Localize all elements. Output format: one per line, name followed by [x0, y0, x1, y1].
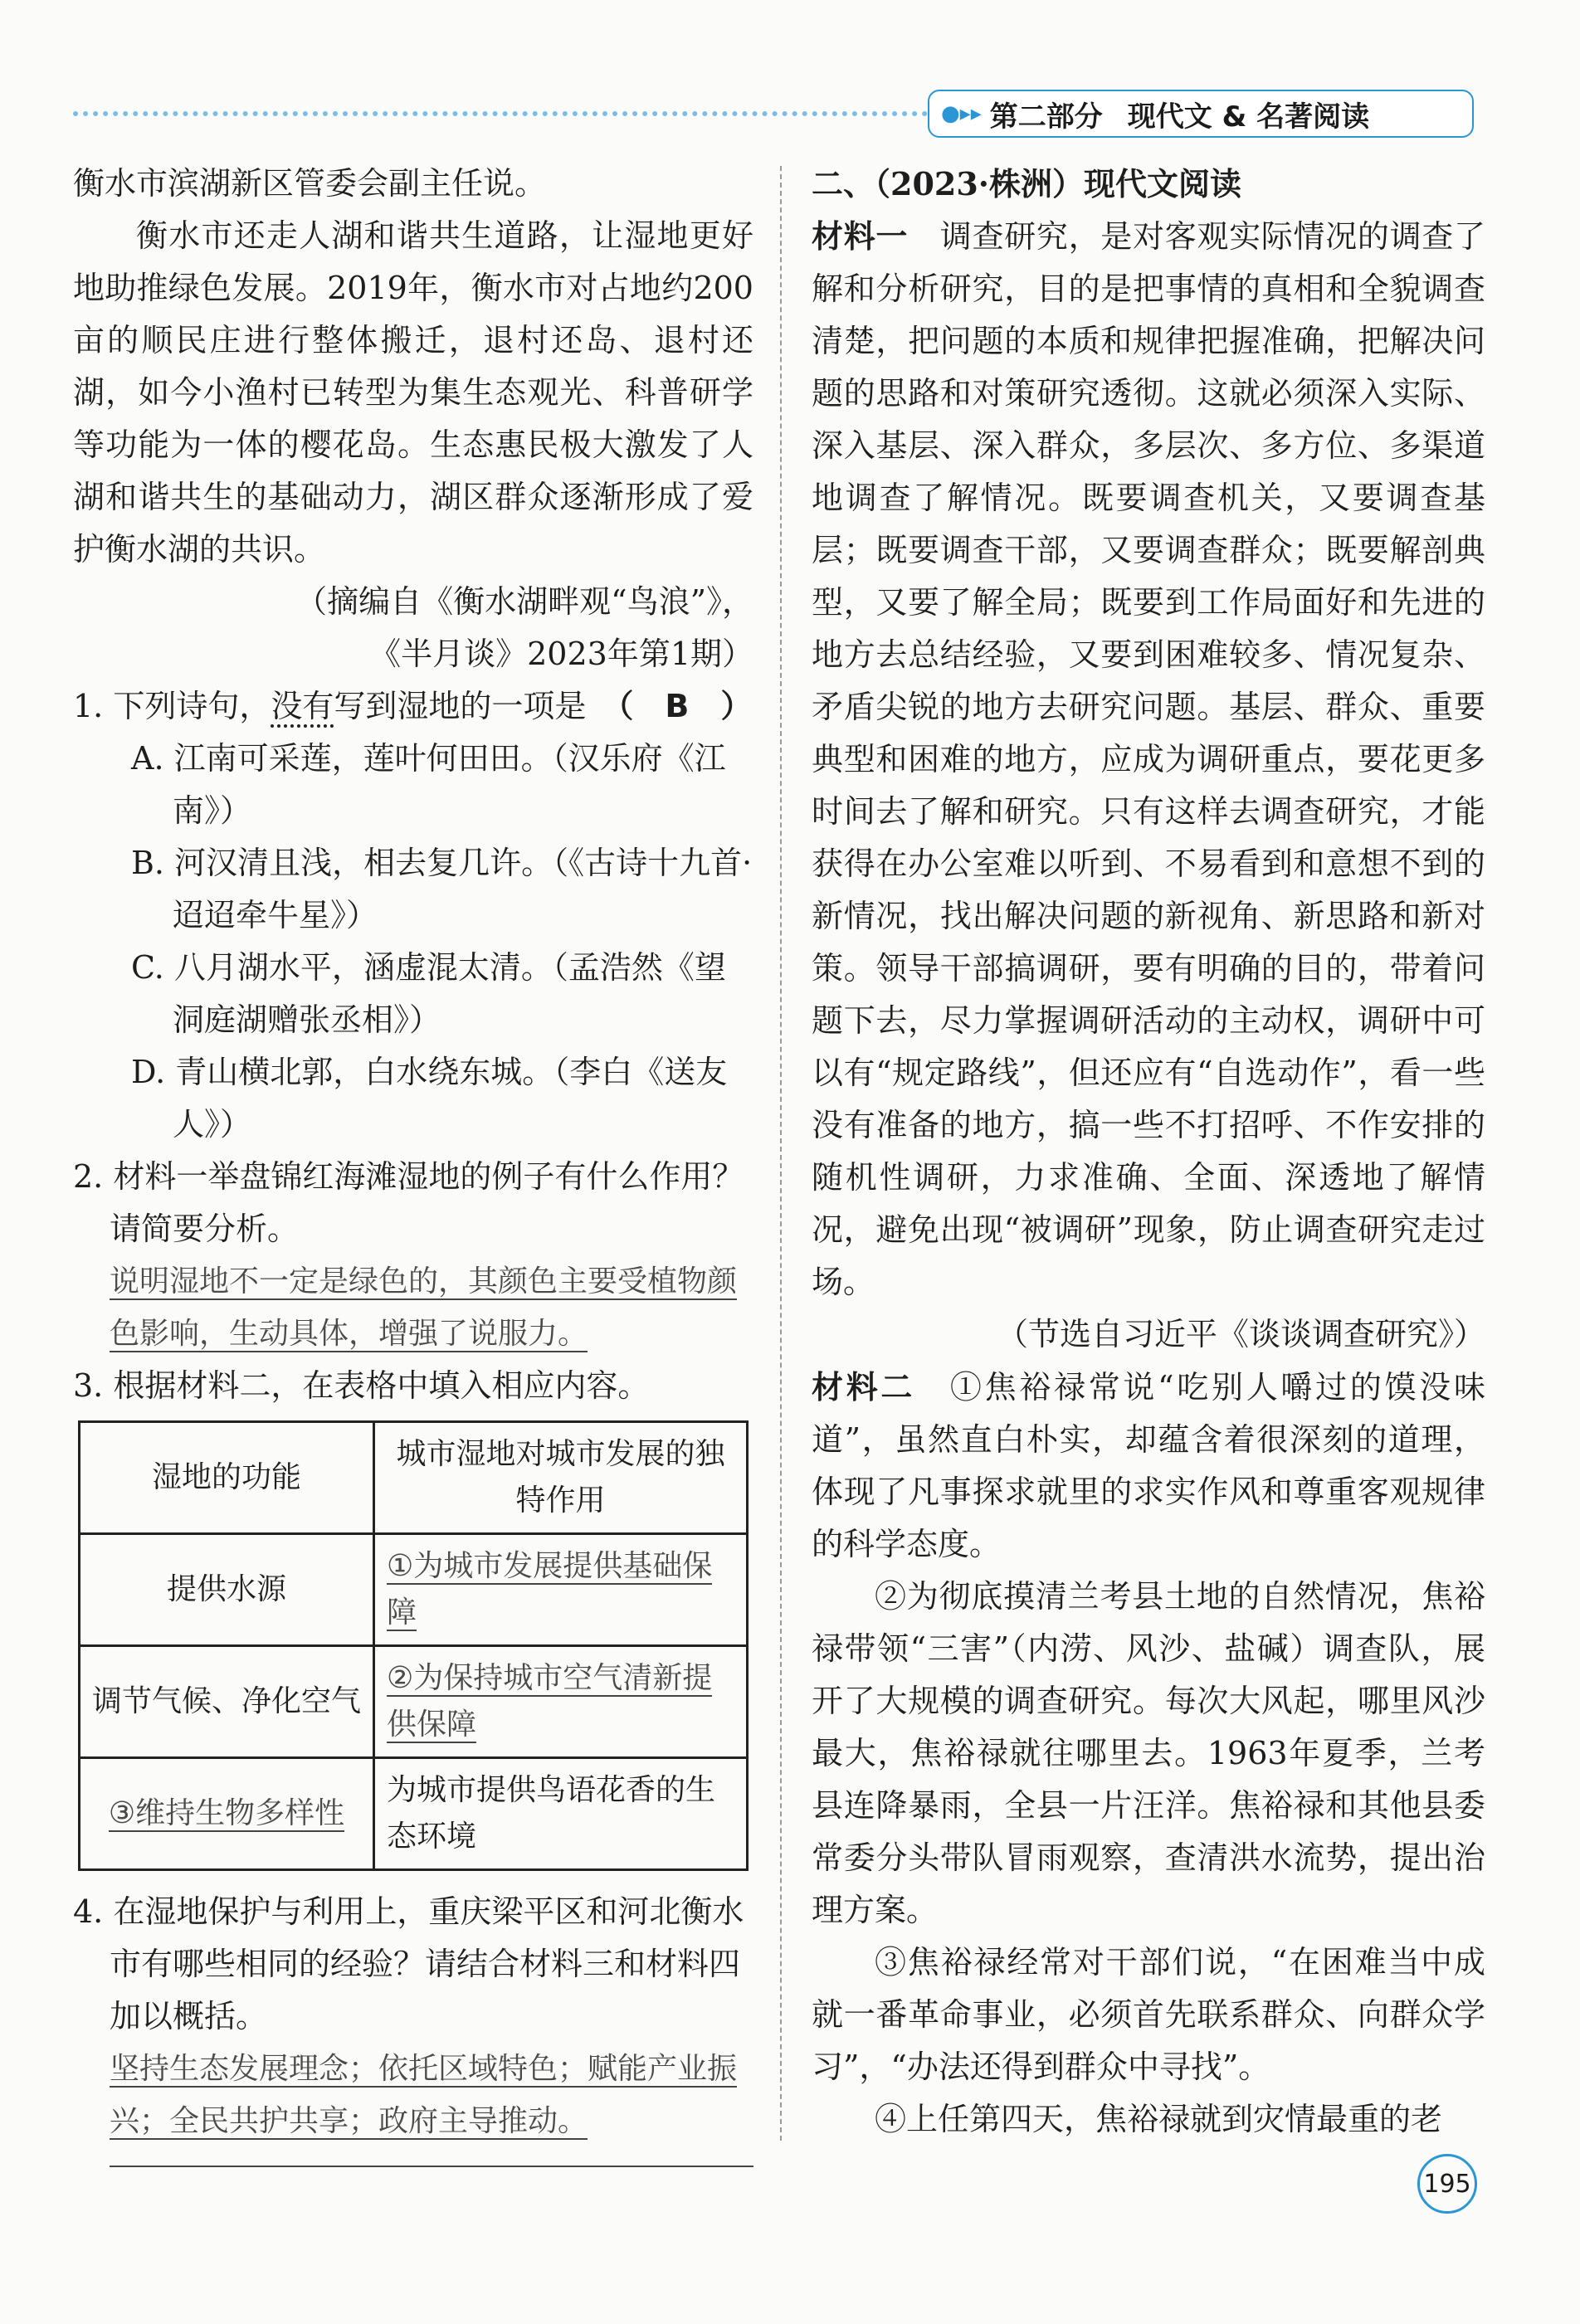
- question-4: 4. 在湿地保护与利用上，重庆梁平区和河北衡水市有哪些相同的经验？请结合材料三和材料四加以概括。: [73, 1893, 744, 2034]
- source-line: （摘编自《衡水湖畔观“鸟浪”》，: [295, 583, 753, 620]
- header-dotted-line: [73, 111, 928, 116]
- material-2: 材料二 ①焦裕禄常说“吃别人嚼过的馍没味道”，虽然直白朴实，却蕴含着很深刻的道理，体现了凡事探求就里的求实作风和尊重客观规律的科学态度。: [812, 1368, 1485, 1562]
- table-cell: ②为保持城市空气清新提供保障: [374, 1646, 748, 1758]
- table-row: [80, 1646, 748, 1758]
- section-title: 二、（2023·株洲）现代文阅读: [812, 165, 1241, 202]
- paragraph: 衡水市滨湖新区管委会副主任说。: [73, 165, 547, 202]
- paragraph: ③焦裕禄经常对干部们说，“在困难当中成就一番革命事业，必须首先联系群众、向群众学习”，“办法还得到群众中寻找”。: [812, 1944, 1485, 2085]
- question-2-answer: 说明湿地不一定是绿色的，其颜色主要受植物颜色影响，生动具体，增强了说服力。: [110, 1264, 738, 1351]
- header-title: 现代文 & 名著阅读: [1127, 100, 1370, 134]
- table-header-cell: 湿地的功能: [80, 1422, 374, 1534]
- option-c: C. 八月湖水平，涵虚混太清。（孟浩然《望洞庭湖赠张丞相》）: [131, 949, 726, 1038]
- question-1-answer: （ B ）: [617, 688, 753, 724]
- page-number: 195: [1417, 2154, 1477, 2214]
- header-part: 第二部分: [989, 100, 1103, 134]
- left-column: [73, 158, 753, 2167]
- paragraph: 衡水市还走人湖和谐共生道路，让湿地更好地助推绿色发展。2019年，衡水市对占地约200亩的顺民庄进行整体搬迁，退村还岛、退村还湖，如今小渔村已转型为集生态观光、科普研学等功能为一体的樱花岛。生态惠民极大激发了人湖和谐共生的基础动力，湖区群众逐渐形成了爱护衡水湖的共识。: [73, 217, 753, 568]
- answer-table: [78, 1420, 749, 1871]
- source-line: 《半月谈》2023年第1期）: [369, 636, 753, 672]
- table-cell: ③维持生物多样性: [80, 1758, 374, 1870]
- column-divider: [780, 166, 782, 2141]
- question-1: 1. 下列诗句，没有写到湿地的一项是 （ B ）: [73, 680, 753, 733]
- material-label: 材料一: [812, 217, 909, 255]
- emphasis-word: 没有: [271, 688, 334, 728]
- table-cell: 调节气候、净化空气: [80, 1646, 374, 1758]
- table-row: [80, 1534, 748, 1646]
- option-d: D. 青山横北郭，白水绕东城。（李白《送友人》）: [131, 1054, 728, 1143]
- material-label: 材料二: [812, 1368, 916, 1406]
- question-2: 2. 材料一举盘锦红海滩湿地的例子有什么作用？请简要分析。: [73, 1158, 744, 1247]
- table-header-cell: 城市湿地对城市发展的独特作用: [374, 1422, 748, 1534]
- right-column: [812, 158, 1485, 2146]
- table-cell: 为城市提供鸟语花香的生态环境: [374, 1758, 748, 1870]
- double-chevron-icon: ●▸▸: [941, 101, 982, 126]
- answer-blank-line: [110, 2166, 753, 2167]
- paragraph: ④上任第四天，焦裕禄就到灾情最重的老: [875, 2101, 1443, 2137]
- source-line: （节选自习近平《谈谈调查研究》）: [996, 1316, 1485, 1352]
- material-1: 材料一 调查研究，是对客观实际情况的调查了解和分析研究，目的是把事情的真相和全貌调查清楚，把问题的本质和规律把握准确，把解决问题的思路和对策研究透彻。这就必须深入实际、深入基层、深入群众，多层次、多方位、多渠道地调查了解情况。既要调查机关，又要调查基层；既要调查干部，又要调查群众；既要解剖典型，又要了解全局；既要到工作局面好和先进的地方去总结经验，又要到困难较多、情况复杂、矛盾尖锐的地方去研究问题。基层、群众、重要典型和困难的地方，应成为调研重点，要花更多时间去了解和研究。只有这样去调查研究，才能获得在办公室难以听到、不易看到和意想不到的新情况，找出解决问题的新视角、新思路和新对策。领导干部搞调研，要有明确的目的，带着问题下去，尽力掌握调研活动的主动权，调研中可以有“规定路线”，但还应有“自选动作”，看一些没有准备的地方，搞一些不打招呼、不作安排的随机性调研，力求准确、全面、深透地了解情况，避免出现“被调研”现象，防止调查研究走过场。: [812, 217, 1485, 1300]
- table-cell: ①为城市发展提供基础保障: [374, 1534, 748, 1646]
- table-cell: 提供水源: [80, 1534, 374, 1646]
- section-header: [928, 90, 1474, 138]
- question-4-answer: 坚持生态发展理念；依托区域特色；赋能产业振兴；全民共护共享；政府主导推动。: [110, 2052, 738, 2138]
- option-b: B. 河汉清且浅，相去复几许。（《古诗十九首·迢迢牵牛星》）: [131, 845, 753, 933]
- paragraph: ②为彻底摸清兰考县土地的自然情况，焦裕禄带领“三害”（内涝、风沙、盐碱）调查队，展开了大规模的调查研究。每次大风起，哪里风沙最大，焦裕禄就往哪里去。1963年夏季，兰考县连降暴雨，全县一片汪洋。焦裕禄和其他县委常委分头带队冒雨观察，查清洪水流势，提出治理方案。: [812, 1578, 1485, 1928]
- question-3: 3. 根据材料二，在表格中填入相应内容。: [73, 1367, 650, 1404]
- option-a: A. 江南可采莲，莲叶何田田。（汉乐府《江南》）: [131, 740, 726, 829]
- table-header-row: [80, 1422, 748, 1534]
- table-row: [80, 1758, 748, 1870]
